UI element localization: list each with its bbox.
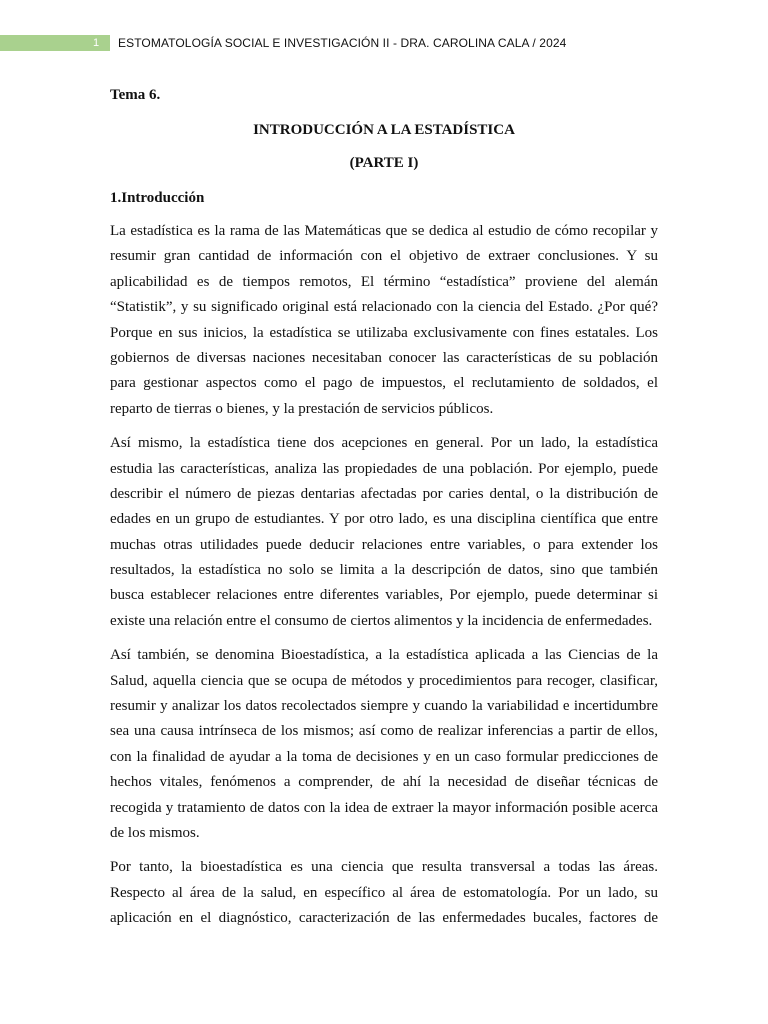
text-line: resultados, la estadística no solo se limita a la descripción de datos, sino que también	[110, 562, 658, 579]
text-line: de los mismos.	[110, 824, 200, 841]
text-line: sea una causa intrínseca de los mismos; así como de realizar inferencias a partir de ellos,	[110, 723, 658, 740]
text-line: Respecto al área de la salud, en específico al área de estomatología. Por un lado, su	[110, 884, 658, 901]
paragraph	[110, 855, 658, 931]
paragraph	[110, 431, 658, 634]
text-line: estudia las características, analiza las propiedades de una población. Por ejemplo, puede	[110, 460, 658, 477]
text-line: para gestionar aspectos como el pago de impuestos, el reclutamiento de soldados, el	[110, 375, 658, 392]
text-line: aplicabilidad es de tiempos remotos, El término “estadística” proviene del alemán	[110, 273, 658, 290]
paragraph	[110, 643, 658, 846]
text-line: resumir gran cantidad de información con el objetivo de extraer conclusiones. Y su	[110, 248, 658, 265]
text-line: La estadística es la rama de las Matemáticas que se dedica al estudio de cómo recopilar y	[110, 223, 658, 239]
text-line: aplicación en el diagnóstico, caracterización de las enfermedades bucales, factores de	[110, 910, 658, 927]
text-line: reparto de tierras o bienes, y la prestación de servicios públicos.	[110, 400, 494, 417]
text-line: resumir y analizar los datos recolectados siempre y cuando la variabilidad e incertidumbre	[110, 698, 658, 715]
text-line: describir el número de piezas dentarias afectadas por caries dental, o la distribución de	[110, 485, 658, 502]
text-line: gobiernos de diversas naciones necesitaban conocer las características de su población	[110, 349, 658, 366]
text-line: Por tanto, la bioestadística es una ciencia que resulta transversal a todas las áreas.	[110, 859, 658, 876]
text-line: busca establecer relaciones entre diferentes variables, Por ejemplo, puede determinar si	[110, 587, 658, 604]
text-line: existe una relación entre el consumo de ciertos alimentos y la incidencia de enfermedades.	[110, 612, 653, 629]
text-line: Así mismo, la estadística tiene dos acepciones en general. Por un lado, la estadística	[110, 435, 658, 452]
document-subtitle: (PARTE I)	[349, 155, 419, 171]
section-heading: 1.Introducción	[110, 190, 205, 206]
running-header-title: ESTOMATOLOGÍA SOCIAL E INVESTIGACIÓN II - DRA. CAROLINA CALA / 2024	[118, 36, 567, 50]
paragraph	[110, 219, 658, 422]
text-line: con la finalidad de ayudar a la toma de decisiones y en un caso formular predicciones de	[110, 748, 658, 765]
text-line: recogida y tratamiento de datos con la idea de extraer la mayor información posible acerca	[110, 799, 658, 816]
text-line: hechos vitales, fenómenos a comprender, de ahí la necesidad de diseñar técnicas de	[110, 774, 658, 791]
page-number: 1	[92, 37, 100, 49]
text-line: “Statistik”, y su significado original está relacionado con la ciencia del Estado. ¿Por qué?	[110, 299, 658, 316]
document-title: INTRODUCCIÓN A LA ESTADÍSTICA	[253, 122, 515, 138]
text-line: Salud, aquella ciencia que se ocupa de métodos y procedimientos para recoger, clasificar,	[110, 672, 658, 689]
text-line: edades en un grupo de estudiantes. Y por otro lado, es una disciplina científica que entre	[110, 511, 658, 528]
topic-label: Tema 6.	[110, 87, 161, 103]
text-line: Porque en sus inicios, la estadística se utilizaba exclusivamente con fines estatales. Los	[110, 324, 658, 341]
text-line: Así también, se denomina Bioestadística, a la estadística aplicada a las Ciencias de la	[110, 647, 658, 664]
text-line: muchas otras utilidades puede deducir relaciones entre variables, o para extender los	[110, 536, 658, 553]
document-body	[110, 84, 658, 932]
